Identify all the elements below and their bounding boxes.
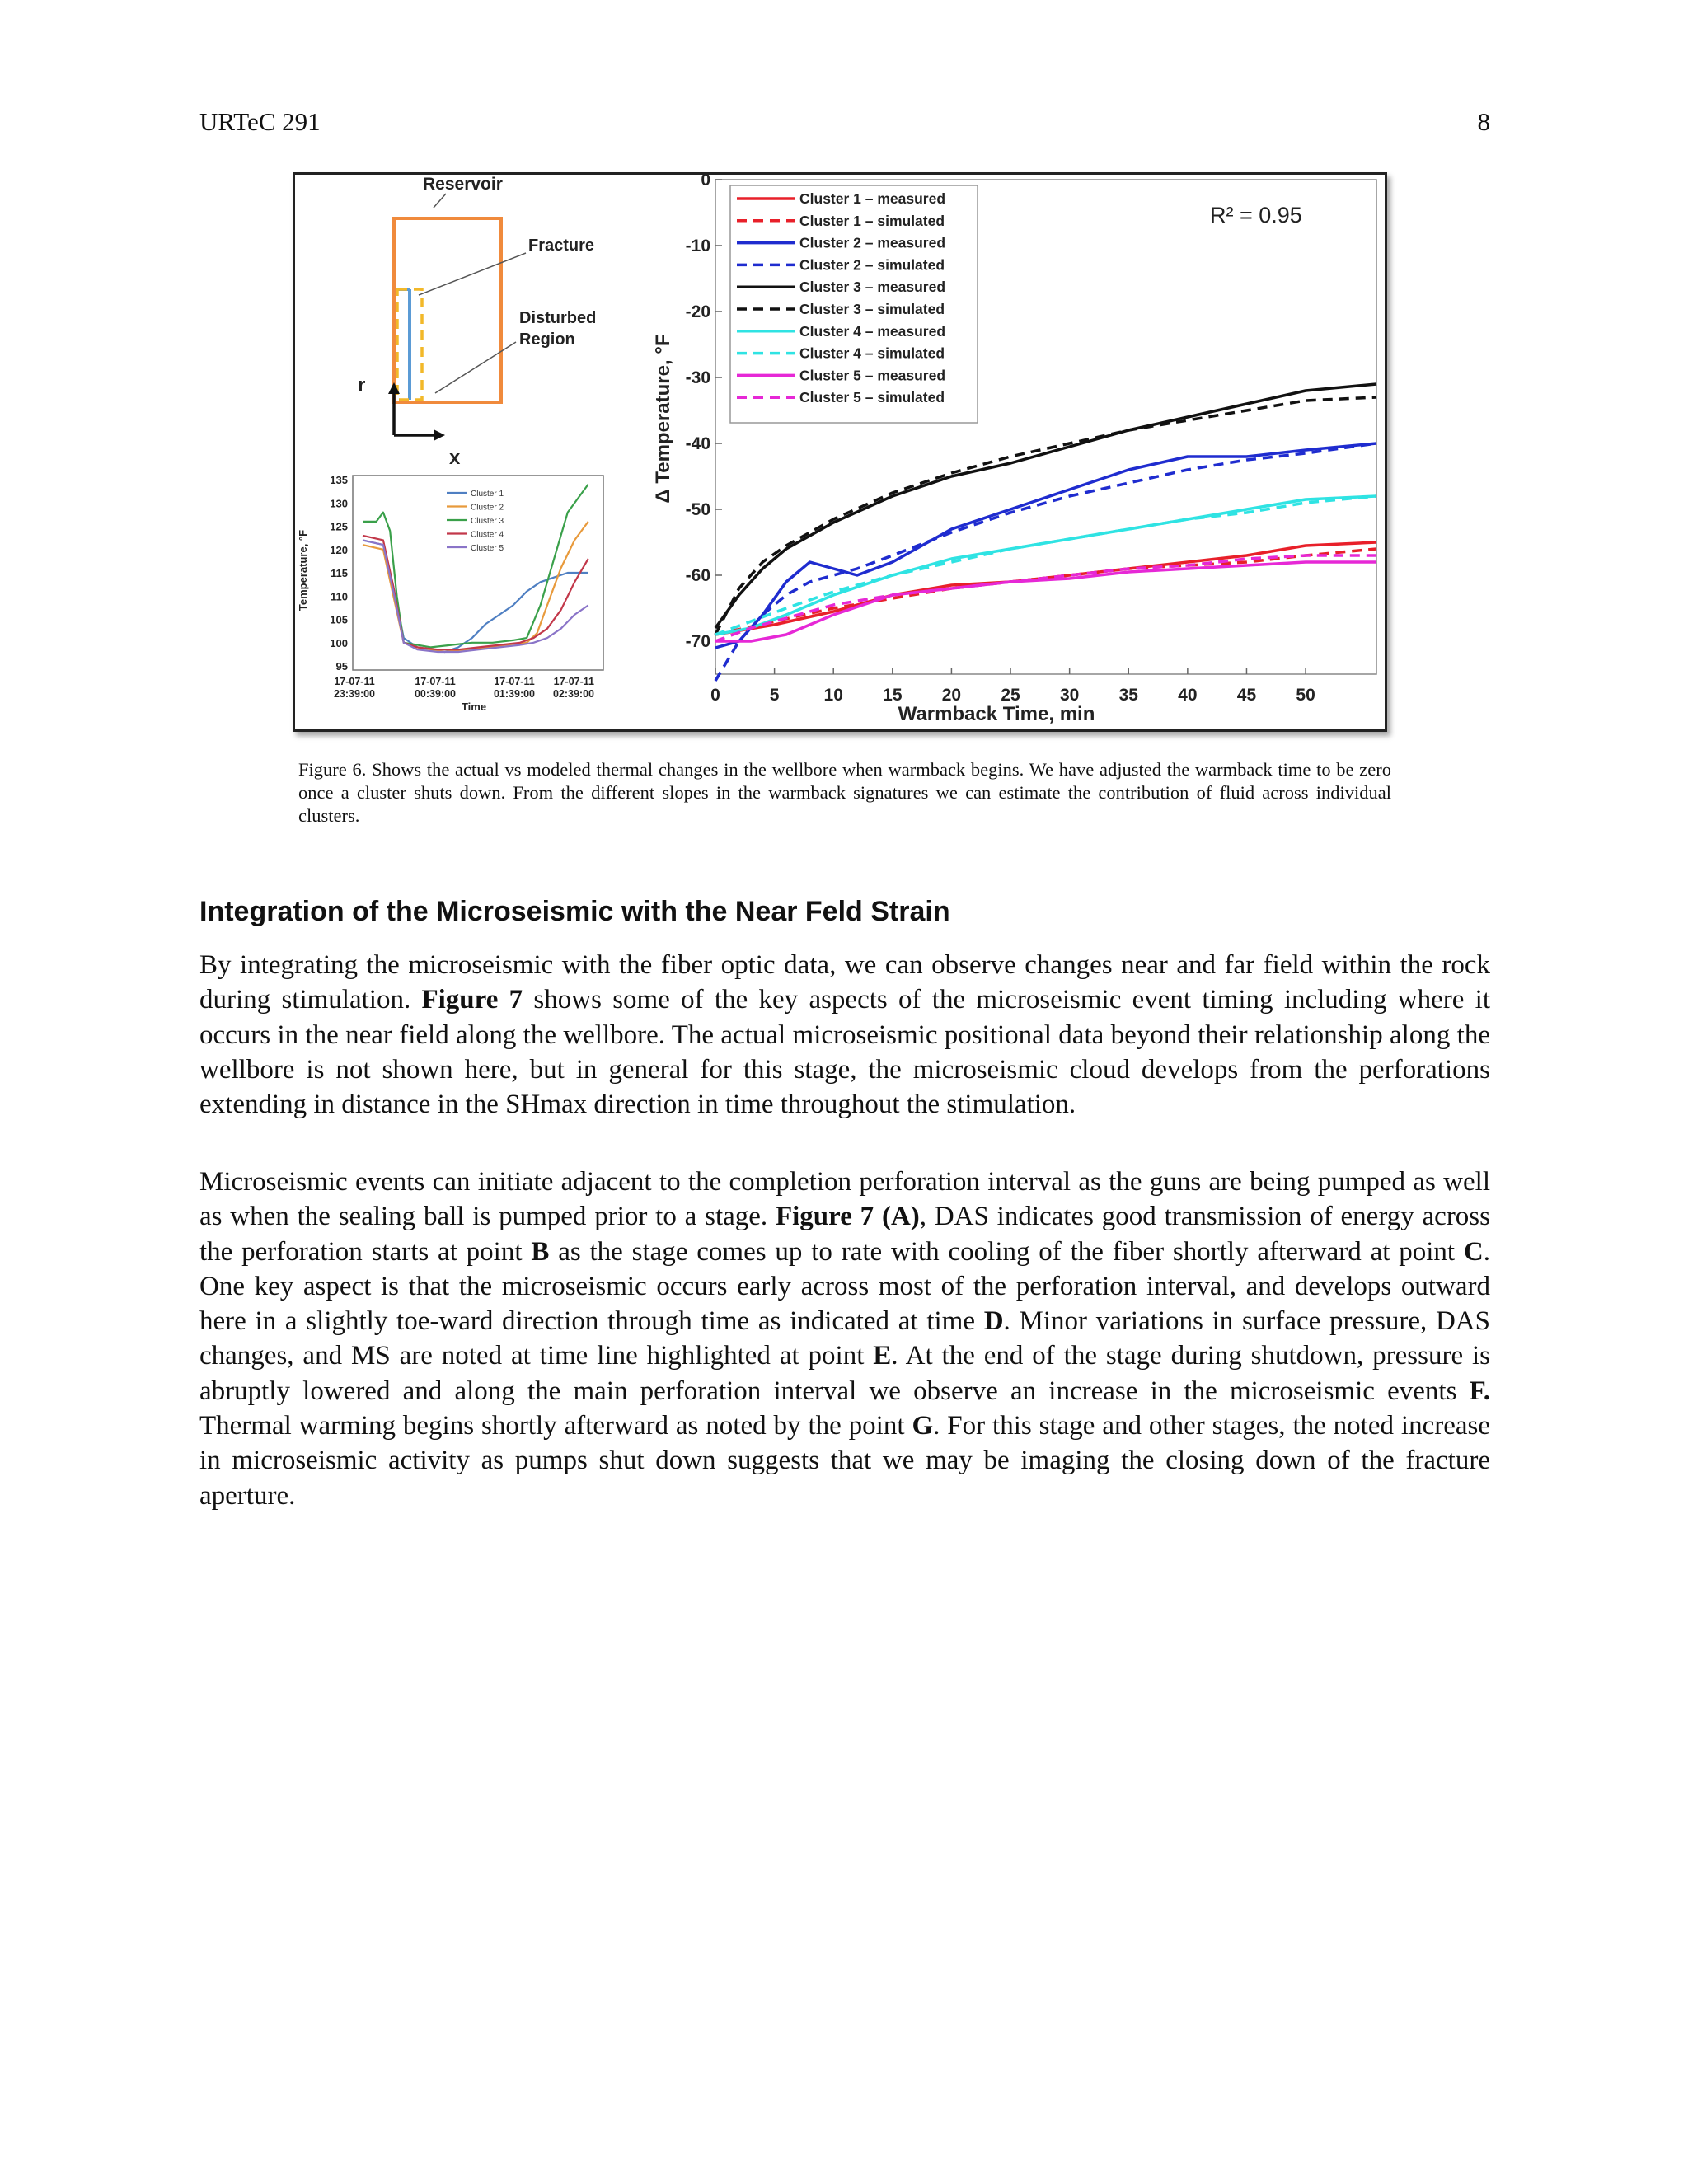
- y-tick-label: 0: [701, 175, 710, 190]
- r-axis-label: r: [358, 374, 366, 396]
- fracture-pointer: [419, 253, 526, 295]
- section-heading: Integration of the Microseismic with the Near Feld Strain: [199, 896, 950, 927]
- inset-y-tick-label: 135: [330, 474, 348, 486]
- y-tick-label: -20: [685, 302, 710, 321]
- paragraph-1: [199, 948, 1490, 1122]
- figure-6-graphic: [295, 175, 1385, 729]
- inset-x-tick-label: 00:39:00: [414, 688, 457, 700]
- reservoir-pointer: [434, 194, 446, 208]
- figure-caption: Figure 6. Shows the actual vs modeled thermal changes in the wellbore when warmback begins. We have adjusted the warmback time to be zero once a cluster shuts down. From the different slopes in the warmback signatures we can estimate the contribution of fluid across individual clusters.: [298, 759, 1391, 826]
- inset-legend-label: Cluster 3: [471, 517, 504, 526]
- main-legend: [730, 185, 978, 423]
- para2-text-2: , DAS indicates good transmission of energy across the perforation starts at point: [199, 1202, 1490, 1267]
- x-tick-label: 45: [1236, 686, 1257, 705]
- inset-x-tick-label: 17-07-11: [494, 676, 535, 687]
- inset-y-tick-label: 130: [330, 497, 348, 510]
- legend-label: Cluster 1 – simulated: [799, 212, 945, 229]
- para2-text-1: Microseismic events can initiate adjacent to the completion perforation interval as the guns are being pumped as well as when the sealing ball is pumped prior to a stage.: [199, 1167, 1490, 1232]
- disturbed-pointer: [435, 342, 516, 393]
- inset-x-tick-label: 17-07-11: [415, 676, 456, 687]
- x-axis-label: x: [449, 447, 461, 469]
- legend-label: Cluster 3 – measured: [799, 279, 946, 296]
- legend-label: Cluster 4 – measured: [799, 322, 946, 340]
- para2-text-5: . Minor variations in surface pressure, DAS changes, and MS are noted at time line highlighted at point: [199, 1306, 1490, 1371]
- inset-temperature-chart: [297, 474, 603, 713]
- x-tick-label: 15: [883, 686, 903, 705]
- para2-bold-2: B: [531, 1236, 550, 1267]
- legend-label: Cluster 5 – simulated: [799, 389, 945, 406]
- x-axis-title: Warmback Time, min: [898, 703, 1095, 725]
- legend-label: Cluster 1 – measured: [799, 190, 946, 207]
- page-header: [199, 107, 1490, 140]
- legend-label: Cluster 2 – simulated: [799, 256, 945, 274]
- inset-y-tick-label: 110: [331, 590, 348, 603]
- legend-label: Cluster 5 – measured: [799, 367, 946, 384]
- legend-label: Cluster 2 – measured: [799, 234, 946, 251]
- inset-legend-label: Cluster 1: [471, 490, 504, 499]
- x-arrowhead: [434, 429, 445, 441]
- para1-text-1: By integrating the microseismic with the fiber optic data, we can observe changes near and far field within the rock during stimulation.: [199, 950, 1490, 1015]
- para2-text-4: . One key aspect is that the microseismic occurs early across most of the perforation interval, and develops outward here in a slightly toe-ward direction through time as indicated at time: [199, 1236, 1491, 1337]
- para1-bold-1: Figure 7: [421, 985, 523, 1015]
- x-tick-label: 50: [1296, 686, 1315, 705]
- inset-x-tick-label: 01:39:00: [493, 688, 536, 700]
- inset-x-tick-label: 17-07-11: [553, 676, 594, 687]
- y-axis-title: Δ Temperature, °F: [652, 334, 674, 504]
- schematic: [358, 175, 596, 469]
- para2-text-7: Thermal warming begins shortly afterward as noted by the point: [199, 1411, 912, 1441]
- inset-y-tick-label: 115: [331, 567, 348, 579]
- warmback-chart: [652, 175, 1376, 725]
- inset-x-tick-label: 17-07-11: [334, 676, 375, 687]
- inset-legend-label: Cluster 2: [471, 503, 504, 513]
- fracture-label: Fracture: [528, 237, 595, 255]
- y-tick-label: -40: [685, 434, 710, 453]
- para2-bold-1: Figure 7 (A): [775, 1202, 920, 1232]
- para2-text-8: . For this stage and other stages, the noted increase in microseismic activity as pumps shut down suggests that we may be imaging the closing down of the fracture aperture.: [199, 1411, 1490, 1511]
- inset-legend-label: Cluster 4: [471, 530, 504, 540]
- disturbed-label-2: Region: [519, 330, 575, 349]
- para2-text-3: as the stage comes up to rate with cooling of the fiber shortly afterward at point: [549, 1236, 1464, 1267]
- y-tick-label: -60: [685, 566, 710, 585]
- inset-legend-label: Cluster 5: [471, 544, 504, 553]
- inset-y-tick-label: 120: [330, 543, 348, 556]
- legend-label: Cluster 4 – simulated: [799, 344, 945, 362]
- legend-label: Cluster 3 – simulated: [799, 301, 945, 317]
- x-tick-label: 40: [1178, 686, 1198, 705]
- para1-text-2: shows some of the key aspects of the microseismic event timing including where it occurs in the near field along the wellbore. The actual microseismic positional data beyond their relationship along the wellbore is not shown here, but in general for this stage, the microseismic cloud develops from the perforations extending in distance in the SHmax direction in time throughout the stimulation.: [199, 985, 1490, 1120]
- disturbed-label-1: Disturbed: [519, 309, 597, 327]
- x-tick-label: 30: [1059, 686, 1080, 705]
- x-tick-label: 35: [1118, 686, 1138, 705]
- page-number: 8: [1477, 107, 1490, 136]
- y-tick-label: -50: [685, 500, 710, 519]
- y-tick-label: -30: [685, 368, 710, 387]
- para2-bold-6: F.: [1469, 1376, 1490, 1406]
- para2-bold-4: D: [983, 1306, 1004, 1337]
- reservoir-label: Reservoir: [423, 175, 503, 194]
- inset-y-tick-label: 100: [330, 636, 348, 649]
- inset-y-axis-title: Temperature, °F: [297, 529, 309, 612]
- inset-x-axis-title: Time: [461, 701, 487, 713]
- x-tick-label: 0: [710, 686, 720, 705]
- inset-y-tick-label: 95: [335, 660, 348, 673]
- y-tick-label: -10: [685, 237, 710, 255]
- para2-bold-5: E: [873, 1341, 892, 1371]
- x-tick-label: 5: [769, 686, 780, 705]
- x-tick-label: 20: [941, 686, 962, 705]
- paragraph-2: [199, 1165, 1490, 1513]
- x-tick-label: 10: [823, 686, 843, 705]
- y-tick-label: -70: [685, 632, 710, 651]
- inset-y-tick-label: 125: [330, 520, 348, 533]
- running-header-title: URTeC 291: [199, 107, 321, 136]
- para2-bold-7: G: [912, 1411, 934, 1441]
- figure-6: [293, 172, 1387, 732]
- inset-x-tick-label: 23:39:00: [333, 688, 376, 700]
- inset-x-tick-label: 02:39:00: [552, 688, 594, 700]
- r-squared-annotation: R² = 0.95: [1210, 203, 1302, 227]
- x-tick-label: 25: [1001, 686, 1020, 705]
- inset-y-tick-label: 105: [330, 613, 348, 626]
- para2-text-6: . At the end of the stage during shutdown, pressure is abruptly lowered and along the main perforation interval we observe an increase in the microseismic events: [199, 1341, 1490, 1406]
- para2-bold-3: C: [1463, 1236, 1484, 1267]
